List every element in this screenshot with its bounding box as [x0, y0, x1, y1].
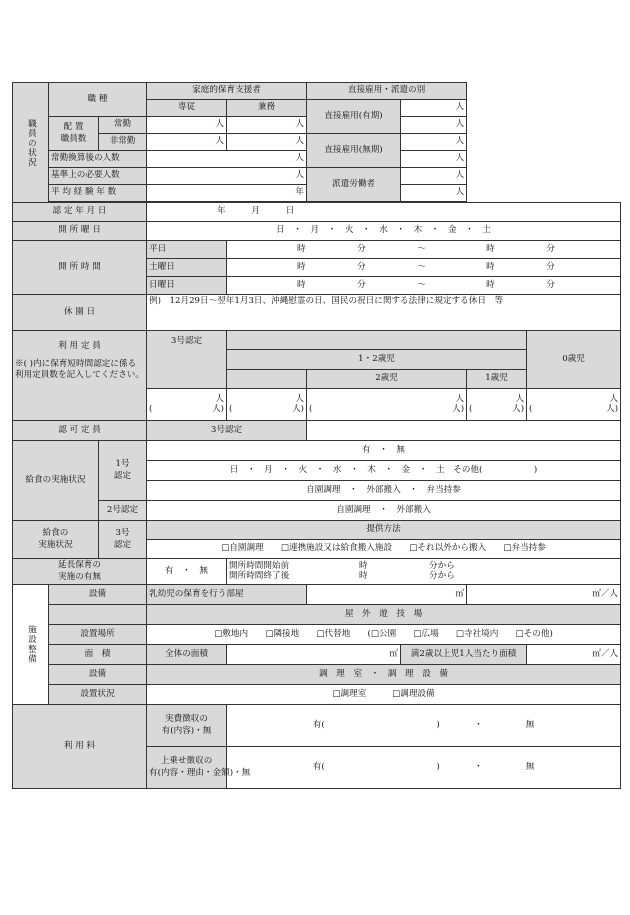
capacity-age2-input[interactable]: 人 ( 人) — [307, 389, 467, 421]
kitchen-equipment-label: 設備 — [49, 665, 147, 685]
regular-dual-count[interactable]: 人 — [227, 117, 307, 134]
staff-section-label: 職員の状況 — [13, 83, 49, 203]
capacity-age2: 2歳児 — [307, 370, 467, 389]
hours-time-weekday[interactable]: 時 分 ～ 時 分 — [227, 241, 621, 259]
hours-label: 開 所 時 間 — [13, 241, 147, 295]
converted-count[interactable]: 人 — [147, 151, 307, 168]
regular-label: 常勤 — [99, 117, 147, 134]
dispatched-count[interactable]: 人 — [401, 168, 467, 185]
extended-times[interactable]: 開所時間開始前 時 分から 開所時間終了後 時 分から — [227, 559, 621, 585]
converted-label: 常勤換算後の人数 — [49, 151, 147, 168]
extended-yes-no[interactable]: 有 ・ 無 — [147, 559, 227, 585]
meals-method-cert1[interactable]: 自園調理 ・ 外部搬入 ・ 弁当持参 — [147, 481, 621, 501]
non-regular-label: 非常勤 — [99, 134, 147, 151]
nursery-room-label: 乳幼児の保育を行う部屋 — [147, 585, 307, 605]
total-area-label: 全体の面積 — [147, 645, 227, 665]
playground-header: 屋 外 遊 技 場 — [147, 605, 621, 625]
open-days-label: 開 所 曜 日 — [13, 222, 147, 241]
part-time-header: 兼務 — [227, 100, 307, 117]
meals3-header: 提供方法 — [147, 521, 621, 540]
total-area-value[interactable]: ㎡ — [227, 645, 401, 665]
meals-days[interactable]: 日 ・ 月 ・ 火 ・ 水 ・ 木 ・ 金 ・ 土 その他( ) — [147, 461, 621, 481]
fees-extra-label: 上乗せ徴収の 有(内容・理由・金額)・無 — [147, 747, 227, 789]
fees-label: 利 用 料 — [13, 705, 147, 789]
hours-time-saturday[interactable]: 時 分 ～ 時 分 — [227, 259, 621, 277]
capacity-age12-input[interactable]: 人 ( 人) — [227, 389, 307, 421]
meals-cert1: 1号 認定 — [99, 441, 147, 501]
per-child-value[interactable]: ㎡／人 — [527, 645, 621, 665]
hours-time-sunday[interactable]: 時 分 ～ 時 分 — [227, 277, 621, 295]
location-options[interactable]: □敷地内 □隣接地 □代替地 (□公園 □広場 □寺社境内 □その他) — [147, 625, 621, 645]
capacity-cell — [13, 331, 147, 421]
fees-actual-value[interactable]: 有( ) ・ 無 — [227, 705, 621, 747]
direct-unfixed-count[interactable]: 人 — [401, 134, 467, 151]
experience-label: 平 均 経 験 年 数 — [49, 185, 147, 202]
childcare-supporter-header: 家庭的保育支援者 — [147, 83, 307, 100]
allocation-label: 配 置 職員数 — [49, 117, 99, 151]
nursery-room-per-child[interactable]: ㎡／人 — [467, 585, 621, 605]
hours-day-weekday: 平日 — [147, 241, 227, 259]
facility-section-label: 施設整備 — [13, 585, 49, 705]
fees-extra-value[interactable]: 有( ) ・ 無 — [227, 747, 621, 789]
facility-equipment-label: 設備 — [49, 585, 147, 605]
capacity-label: 利 用 定 員 — [58, 341, 101, 351]
holiday-label: 休 園 日 — [13, 295, 147, 331]
direct-fixed-count[interactable]: 人 — [401, 100, 467, 117]
capacity-age1: 1歳児 — [467, 370, 527, 389]
meals3-label: 給食の 実施状況 — [13, 521, 99, 559]
capacity-age1-input[interactable]: 人 ( 人) — [467, 389, 527, 421]
licensed-value[interactable] — [307, 421, 621, 441]
staff-status-form — [12, 82, 621, 789]
meals-cert2: 2号認定 — [99, 501, 147, 521]
capacity-note: ※( )内に保育短時間認定に係る利用定員数を記入してください。 — [15, 358, 144, 381]
holiday-example[interactable]: 例) 12月29日～翌年1月3日、沖縄慰霊の日、国民の祝日に関する法律に規定する休日 等 — [147, 295, 621, 331]
fees-actual-label: 実費徴収の 有(内容)・無 — [147, 705, 227, 747]
meals-label: 給食の実施状況 — [13, 441, 99, 521]
meals3-cert3: 3号 認定 — [99, 521, 147, 559]
meals3-options[interactable]: □自園調理 □連携施設又は給食搬入施設 □それ以外から搬入 □弁当持参 — [147, 540, 621, 559]
kitchen-header: 調 理 室 ・ 調 理 設 備 — [147, 665, 621, 685]
direct-unfixed-count-2[interactable]: 人 — [401, 151, 467, 168]
required-count[interactable]: 人 — [147, 168, 307, 185]
job-type-header: 職 種 — [49, 83, 147, 117]
licensed-label: 認 可 定 員 — [13, 421, 147, 441]
location-label: 設置場所 — [49, 625, 147, 645]
approval-date-label: 認 定 年 月 日 — [13, 203, 147, 222]
full-time-header: 専従 — [147, 100, 227, 117]
required-label: 基準上の必要人数 — [49, 168, 147, 185]
regular-full-count[interactable]: 人 — [147, 117, 227, 134]
nursery-room-area[interactable]: ㎡ — [307, 585, 467, 605]
direct-unfixed-label: 直接雇用(無期) — [307, 134, 401, 168]
dispatched-label: 派遣労働者 — [307, 168, 401, 202]
licensed-cert3: 3号認定 — [147, 421, 307, 441]
per-child-label: 満2歳以上児1人当たり面積 — [401, 645, 527, 665]
meals-method-cert2[interactable]: 自園調理 ・ 外部搬入 — [147, 501, 621, 521]
capacity-age0: 0歳児 — [527, 331, 621, 389]
nonregular-dual-count[interactable]: 人 — [227, 134, 307, 151]
capacity-age12: 1・2歳児 — [227, 350, 527, 370]
area-label: 面 積 — [49, 645, 147, 665]
dispatched-count-2[interactable]: 人 — [401, 185, 467, 202]
capacity-cert3-input[interactable]: 人 ( 人) — [147, 389, 227, 421]
experience-years[interactable]: 年 — [147, 185, 307, 202]
status-label: 設置状況 — [49, 685, 147, 705]
direct-fixed-label: 直接雇用(有期) — [307, 100, 401, 134]
employment-type-header: 直接雇用・派遣の別 — [307, 83, 467, 100]
status-options[interactable]: □調理室 □調理設備 — [147, 685, 621, 705]
nonregular-full-count[interactable]: 人 — [147, 134, 227, 151]
approval-date-value[interactable]: 年 月 日 — [147, 203, 621, 222]
hours-day-saturday: 土曜日 — [147, 259, 227, 277]
capacity-age0-input[interactable]: 人 ( 人) — [527, 389, 621, 421]
extended-label: 延長保育の 実施の有無 — [13, 559, 147, 585]
meals-yes-no[interactable]: 有 ・ 無 — [147, 441, 621, 461]
direct-fixed-count-2[interactable]: 人 — [401, 117, 467, 134]
open-days-value[interactable]: 日 ・ 月 ・ 火 ・ 水 ・ 木 ・ 金 ・ 土 — [147, 222, 621, 241]
hours-day-sunday: 日曜日 — [147, 277, 227, 295]
capacity-cert3: 3号認定 — [147, 331, 227, 389]
